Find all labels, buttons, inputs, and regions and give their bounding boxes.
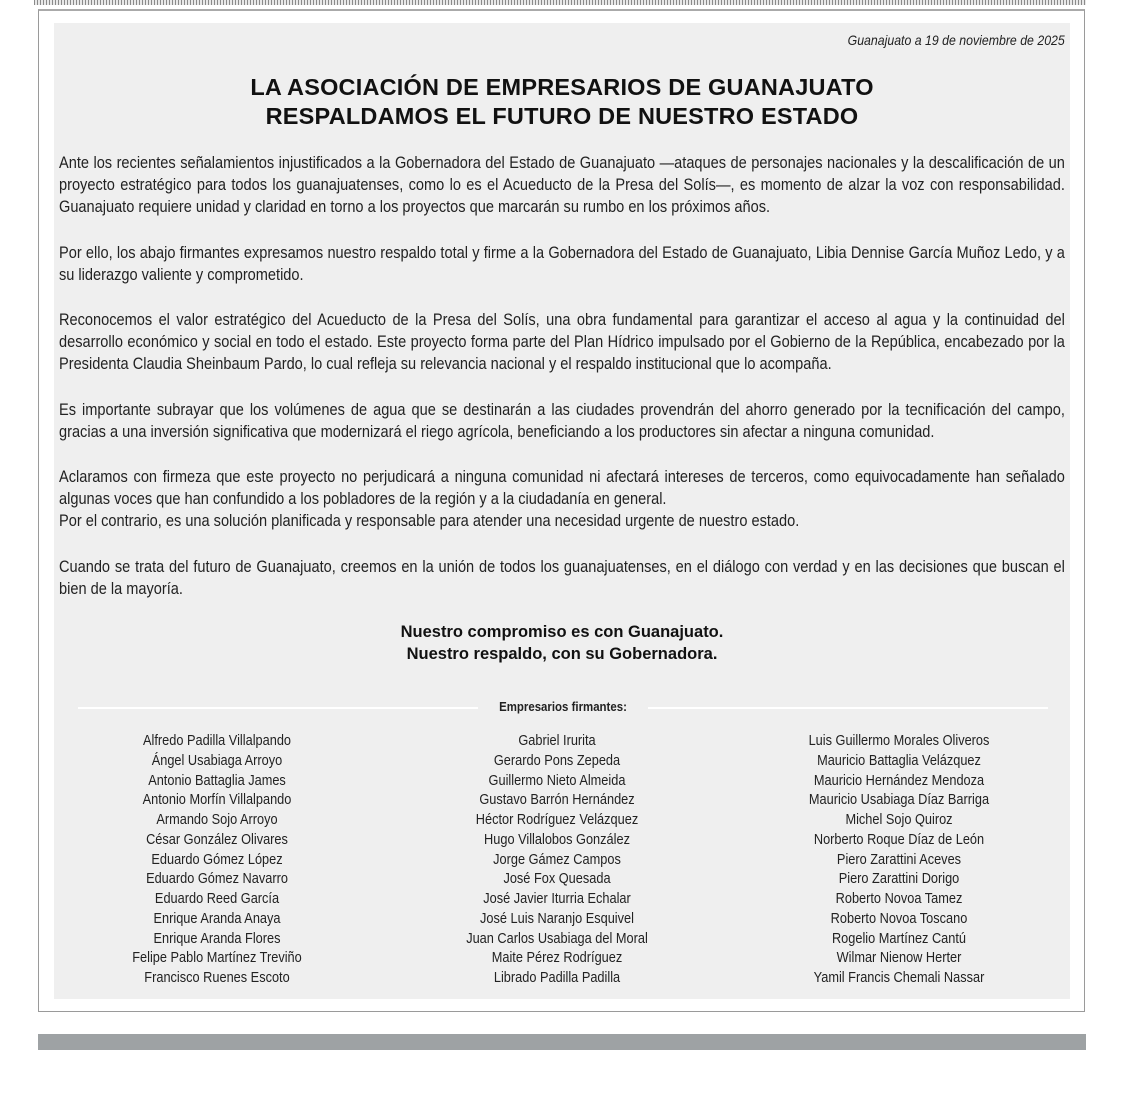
signer-name: Enrique Aranda Anaya xyxy=(153,910,281,927)
signer-name: Jorge Gámez Campos xyxy=(493,851,621,868)
paragraph: Reconocemos el valor estratégico del Acueducto de la Presa del Solís, una obra fundamental para garantizar el acceso al agua y la continuidad del desarrollo económico y social en todo el estado. Este proyecto forma parte del Plan Hídrico impulsado por el Gobierno de la República, encabezado por la Presidenta Claudia Sheinbaum Pardo, lo cual refleja su relevancia nacional y el respaldo institucional que lo acompaña. xyxy=(59,311,1065,374)
paragraph: Cuando se trata del futuro de Guanajuato, creemos en la unión de todos los guanajuatenses, en el diálogo con verdad y en las decisiones que buscan el bien de la mayoría. xyxy=(59,557,1065,598)
signer-name: Michel Sojo Quiroz xyxy=(845,812,953,828)
page-top-dotted-border xyxy=(34,0,1086,5)
signer-name: Antonio Battaglia James xyxy=(148,772,286,789)
signer-name: Librado Padilla Padilla xyxy=(493,970,621,986)
signer-name: Luis Guillermo Morales Oliveros xyxy=(808,733,990,749)
signer-name: Hugo Villalobos González xyxy=(484,831,630,848)
signer-name: Maite Pérez Rodríguez xyxy=(491,950,623,967)
signer-name: Gerardo Pons Zepeda xyxy=(493,752,621,769)
signer-name: Piero Zarattini Aceves xyxy=(836,851,962,868)
signer-name: Yamil Francis Chemali Nassar xyxy=(813,970,985,986)
paragraph: Ante los recientes señalamientos injustificados a la Gobernadora del Estado de Guanajuato —ataques de personajes nacionales y la descalificación de un proyecto estratégico para todos los guanajuatenses, como lo es el Acueducto de la Presa del Solís—, es momento de alzar la voz con responsabilidad. Guanajuato requiere unidad y claridad en torno a los proyectos que marcarán su rumbo en los próximos años. xyxy=(59,154,1065,217)
signer-name: Héctor Rodríguez Velázquez xyxy=(475,812,639,828)
signer-name: César González Olivares xyxy=(146,831,288,848)
signer-name: Wilmar Nienow Herter xyxy=(836,950,962,967)
signers-header xyxy=(78,699,1048,717)
signer-name: Norberto Roque Díaz de León xyxy=(813,831,985,848)
signer-name: Felipe Pablo Martínez Treviño xyxy=(132,950,302,967)
headline-line-2: RESPALDAMOS EL FUTURO DE NUESTRO ESTADO xyxy=(265,103,859,129)
signer-name: Guillermo Nieto Almeida xyxy=(488,772,626,789)
signers-column-1 xyxy=(67,732,367,989)
bottom-gray-bar xyxy=(38,1034,1086,1050)
signer-name: Gabriel Irurita xyxy=(518,733,596,749)
signer-name: Eduardo Gómez Navarro xyxy=(146,871,288,888)
paragraph: Es importante subrayar que los volúmenes de agua que se destinarán a las ciudades provendrán del ahorro generado por la tecnificación del campo, gracias a una inversión significativa que modernizará el riego agrícola, beneficiando a los productores sin afectar a ninguna comunidad. xyxy=(59,400,1065,441)
signer-name: Ángel Usabiaga Arroyo xyxy=(151,752,283,769)
document-date: Guanajuato a 19 de noviembre de 2025 xyxy=(847,32,1065,48)
signer-name: José Luis Naranjo Esquivel xyxy=(480,910,634,927)
paragraph: Aclaramos con firmeza que este proyecto no perjudicará a ninguna comunidad ni afectará intereses de terceros, como equivocadamente han señalado algunas voces que han confundido a los pobladores de la región y a la ciudadanía en general. xyxy=(59,468,1065,509)
signer-name: Antonio Morfín Villalpando xyxy=(142,792,292,809)
signer-name: Juan Carlos Usabiaga del Moral xyxy=(466,930,648,947)
signer-name: Piero Zarattini Dorigo xyxy=(838,871,960,888)
signer-name: Armando Sojo Arroyo xyxy=(156,812,278,828)
closing-line-1: Nuestro compromiso es con Guanajuato. xyxy=(400,623,724,641)
signer-name: José Fox Quesada xyxy=(503,871,611,888)
signer-name: Mauricio Hernández Mendoza xyxy=(813,772,985,789)
signers-label: Empresarios firmantes: xyxy=(499,699,627,714)
signer-name: Roberto Novoa Tamez xyxy=(835,891,963,907)
signer-name: Eduardo Reed García xyxy=(154,891,280,907)
signers-column-3 xyxy=(749,732,1049,989)
paragraph: Por el contrario, es una solución planificada y responsable para atender una necesidad urgente de nuestro estado. xyxy=(59,512,800,531)
body-text xyxy=(59,152,1065,623)
signer-name: Mauricio Usabiaga Díaz Barriga xyxy=(808,792,990,809)
advertisement-panel xyxy=(54,23,1070,999)
signer-name: Rogelio Martínez Cantú xyxy=(831,930,967,947)
paragraph: Por ello, los abajo firmantes expresamos nuestro respaldo total y firme a la Gobernadora del Estado de Guanajuato, Libia Dennise García Muñoz Ledo, y a su liderazgo valiente y comprometido. xyxy=(59,243,1065,284)
closing-line-2: Nuestro respaldo, con su Gobernadora. xyxy=(406,645,718,663)
headline-line-1: LA ASOCIACIÓN DE EMPRESARIOS DE GUANAJUATO xyxy=(250,74,874,100)
signer-name: Gustavo Barrón Hernández xyxy=(479,792,635,809)
closing-statement xyxy=(54,621,1070,665)
signer-name: José Javier Iturria Echalar xyxy=(483,891,631,907)
signer-name: Enrique Aranda Flores xyxy=(153,930,281,947)
signer-name: Roberto Novoa Toscano xyxy=(830,910,968,927)
signer-name: Eduardo Gómez López xyxy=(151,851,283,868)
signer-name: Francisco Ruenes Escoto xyxy=(144,970,290,986)
signer-name: Alfredo Padilla Villalpando xyxy=(142,733,292,749)
signer-name: Mauricio Battaglia Velázquez xyxy=(817,752,981,769)
headline xyxy=(54,73,1070,131)
signers-column-2 xyxy=(407,732,707,989)
